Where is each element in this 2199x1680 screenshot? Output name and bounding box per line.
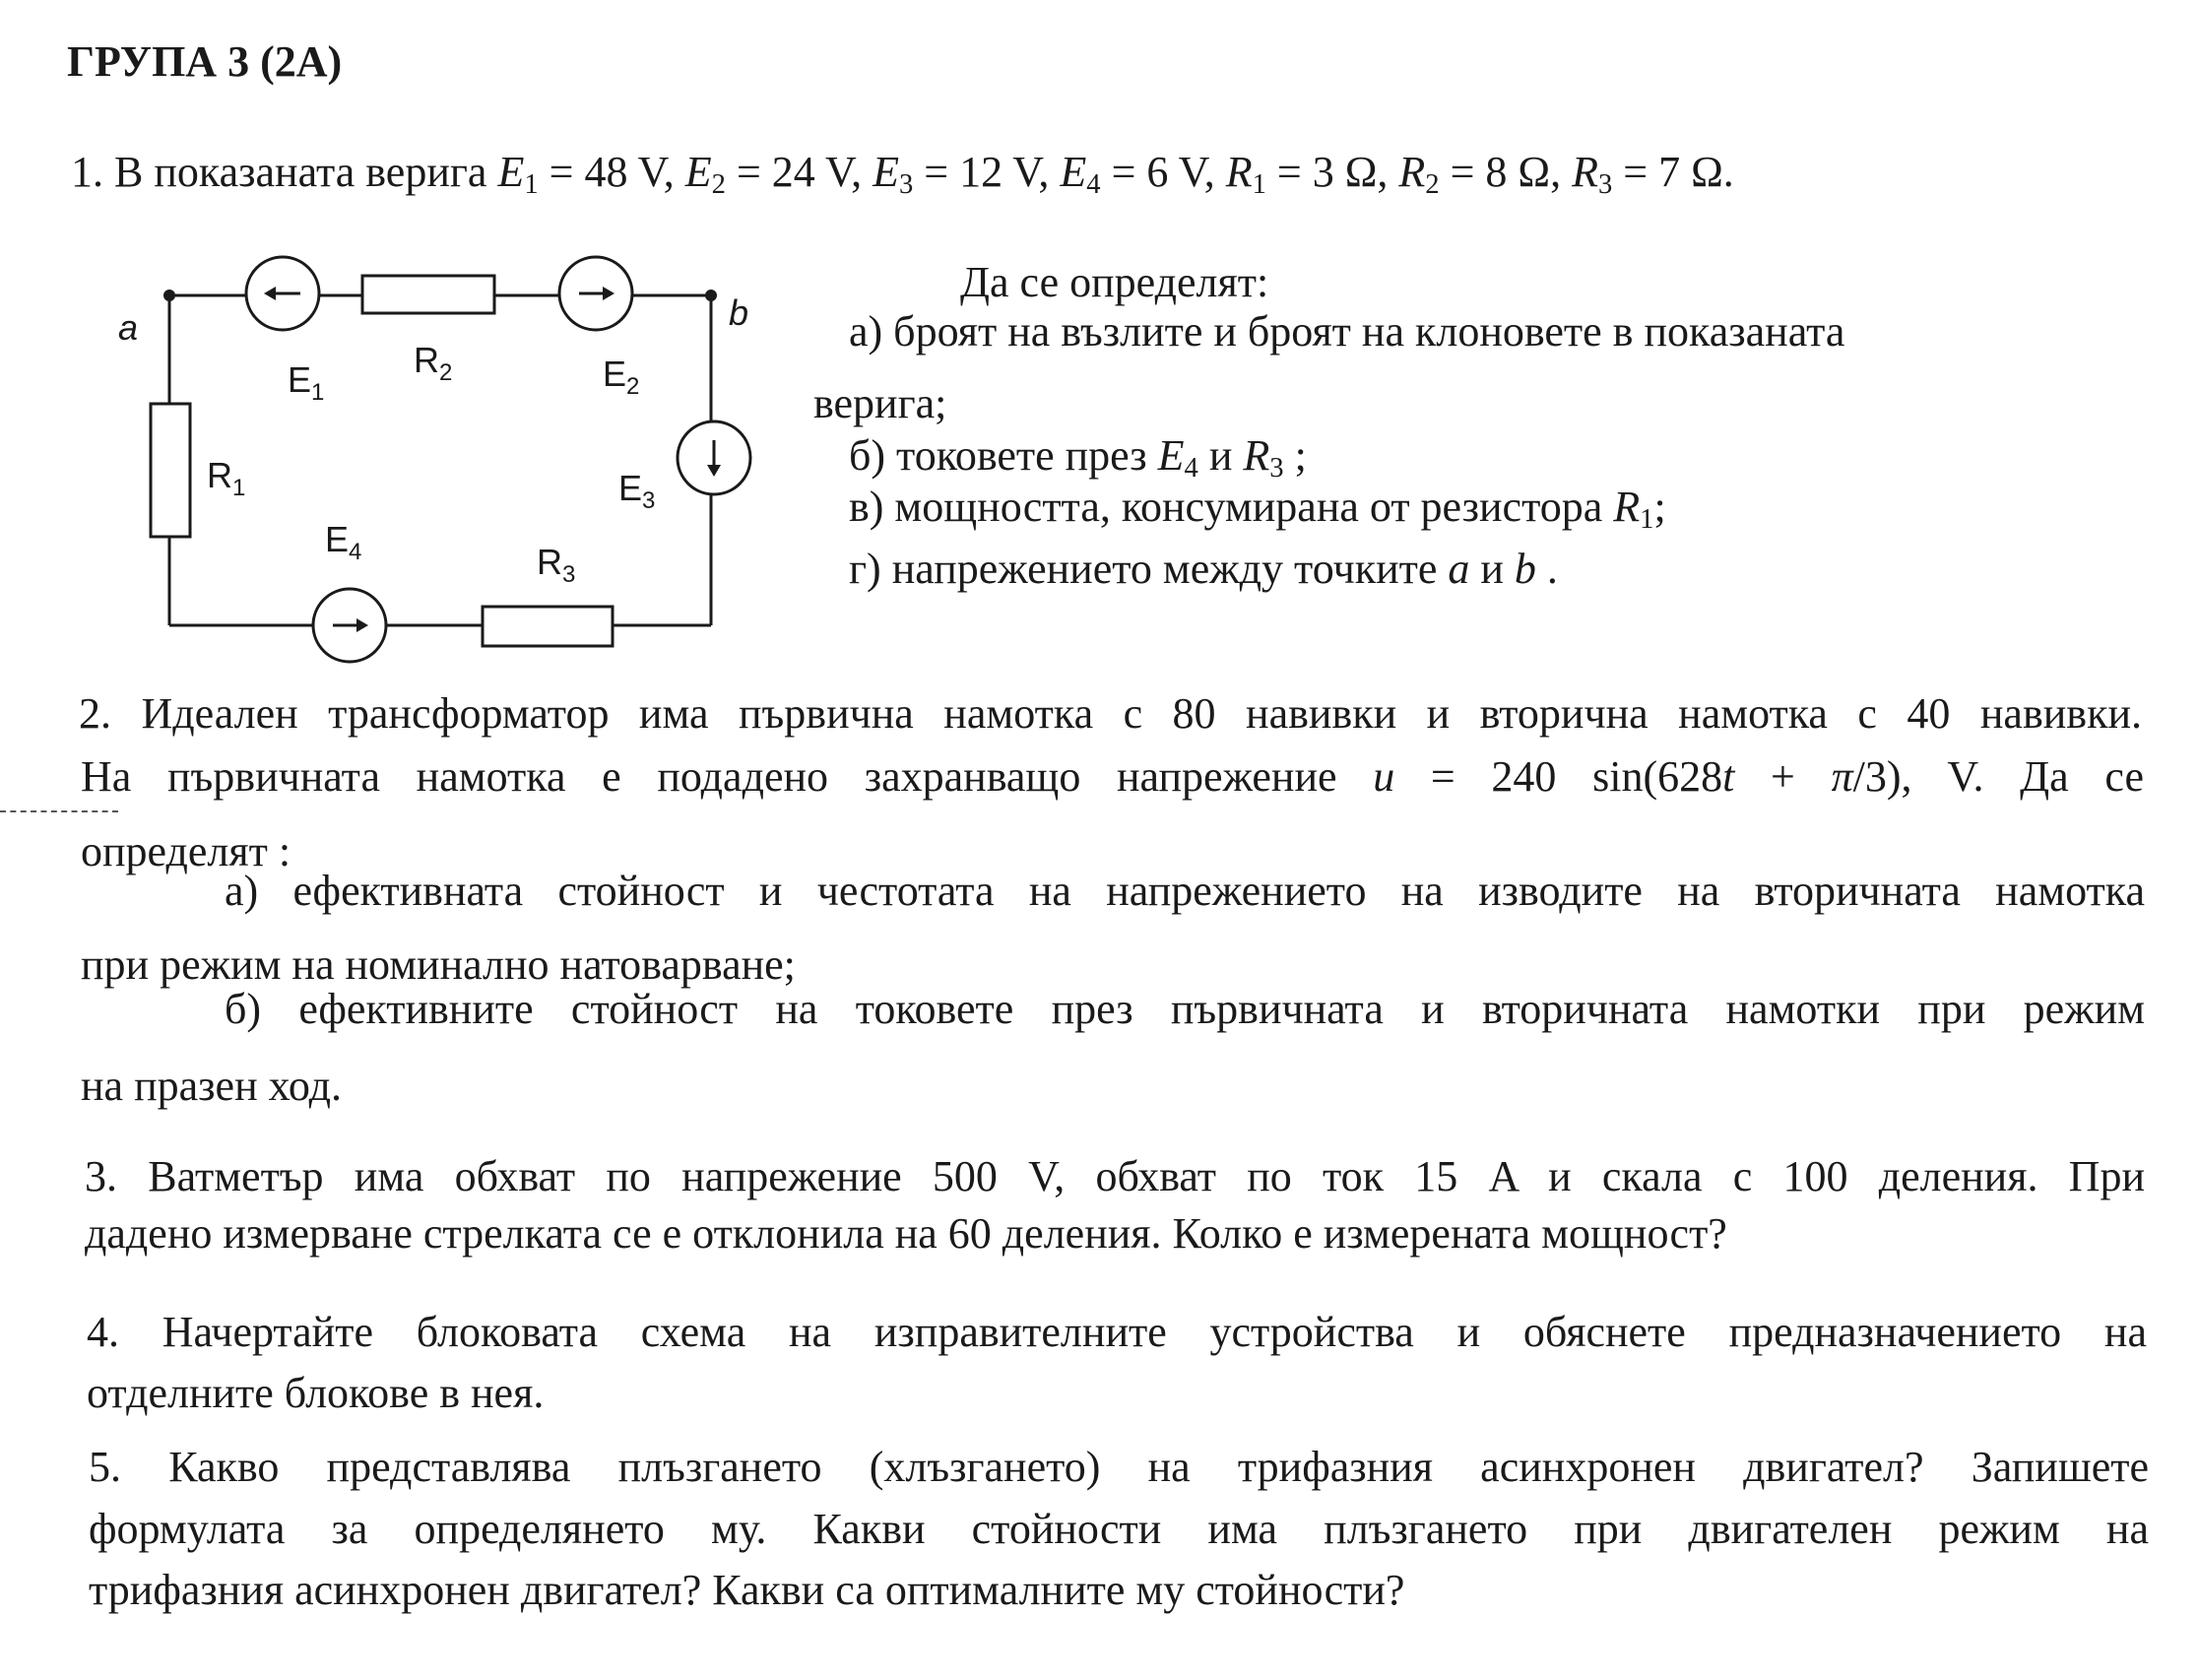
resistor-r3: [483, 607, 613, 646]
e2-label: $E_2$: [603, 354, 640, 400]
r2-label: $R_2$: [414, 340, 453, 386]
e2-arrowhead: [603, 287, 614, 300]
node-a-label: a: [118, 307, 139, 348]
q1-statement: 1. В показаната верига $E_1 = 48$ V, $E_2 = 24$ V, $E_3 = 12$ V, $E_4 = 6$ V, $R_1 = 3$ Ω, $R_2 = 8$ Ω, $R_3 = 7$ Ω.: [71, 148, 1734, 201]
e4-label: $E_4$: [325, 519, 362, 565]
q2-task-a-line2: при режим на номинално натоварване;: [81, 940, 796, 989]
e3-label: $E_3$: [618, 468, 656, 514]
q5-line3: трифазния асинхронен двигател? Какви са оптималните му стойности?: [89, 1566, 1405, 1614]
q1-task-c: в) мощността, консумирана от резистора $R_1$;: [849, 483, 1666, 536]
q3-line2: дадено измерване стрелката се е отклонила на 60 деления. Колко е измерената мощност?: [85, 1209, 1727, 1258]
q2-line2: На първичната намотка е подадено захранващо напрежение u = 240 sin(628t + π/3), V. Да се: [81, 752, 2144, 801]
q2-line3: определят :: [81, 827, 291, 875]
q1-task-d: г) напрежението между точките a и b .: [849, 545, 1558, 593]
group-title: ГРУПА 3 (2А): [67, 37, 343, 86]
scan-artifact-line: [0, 810, 118, 812]
q2-line1: 2. Идеален трансформатор има първична намотка с 80 навивки и вторична намотка с 40 навивки.: [79, 689, 2142, 738]
q3-line1: 3. Ватметър има обхват по напрежение 500 V, обхват по ток 15 A и скала с 100 деления. При: [85, 1152, 2145, 1200]
q1-task-b: б) токовете през $E_4$ и $R_3$ ;: [849, 431, 1307, 485]
q2-task-a-line1: а) ефективната стойност и честотата на напрежението на изводите на вторичната намотка: [225, 867, 2145, 915]
node-b-label: b: [729, 292, 749, 333]
q4-line2: отделните блокове в нея.: [87, 1369, 545, 1417]
node-a-dot: [163, 290, 175, 301]
e1-arrowhead: [264, 287, 276, 300]
q2-task-b-line2: на празен ход.: [81, 1062, 343, 1110]
q5-line1: 5. Какво представлява плъзгането (хлъзгането) на трифазния асинхронен двигател? Запишете: [89, 1443, 2149, 1491]
r3-label: $R_3$: [537, 542, 576, 588]
q1-task-a-line1: а) броят на възлите и броят на клоновете в показаната: [849, 307, 1845, 355]
resistor-r2: [362, 276, 494, 313]
e1-label: $E_1$: [288, 359, 325, 406]
q1-task-title: Да се определят:: [960, 258, 1269, 306]
q4-line1: 4. Начертайте блоковата схема на изправителните устройства и обяснете предназначението на: [87, 1308, 2147, 1356]
q1-task-a-line2: верига;: [813, 379, 947, 427]
e4-arrowhead: [356, 618, 368, 632]
node-b-dot: [705, 290, 717, 301]
q5-line2: формулата за определянето му. Какви стойности има плъзгането при двигателен режим на: [89, 1505, 2149, 1553]
e3-arrowhead: [707, 465, 721, 477]
resistor-r1: [151, 404, 190, 537]
q2-task-b-line1: б) ефективните стойност на токовете през първичната и вторичната намотки при режим: [225, 985, 2145, 1033]
r1-label: $R_1$: [207, 455, 246, 501]
